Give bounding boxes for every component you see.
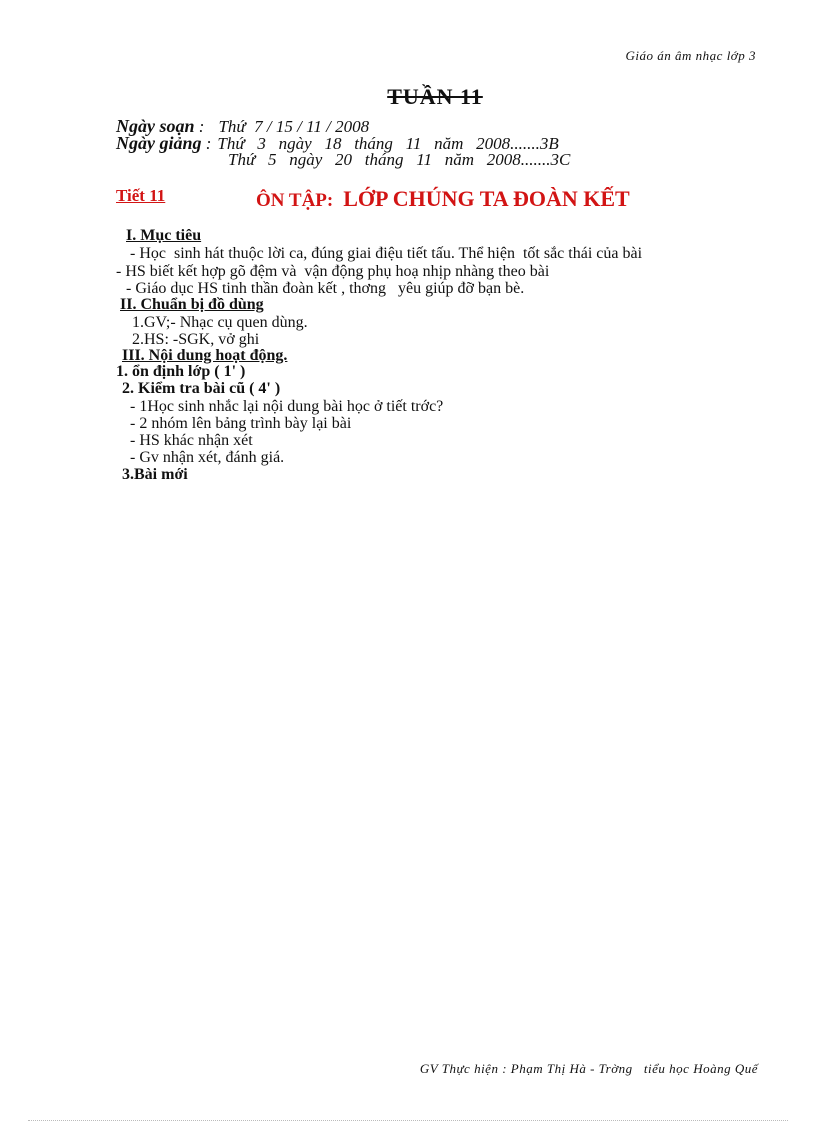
section-1-title: I. Mục tiêu [126, 227, 202, 244]
teach-date-value-1: Thứ 3 ngày 18 tháng 11 năm 2008.......3B [217, 134, 559, 153]
lesson-prefix: ÔN TẬP: [256, 190, 334, 211]
page-bottom-rule [28, 1120, 788, 1121]
lesson-title: LỚP CHÚNG TA ĐOÀN KẾT [343, 186, 630, 211]
step-3: 3.Bài mới [122, 466, 188, 483]
section-1-line-2: - HS biết kết hợp gõ đệm và vận động phụ hoạ nhịp nhàng theo bài [116, 263, 550, 280]
teach-date-value-2: Thứ 5 ngày 20 tháng 11 năm 2008.......3C [228, 150, 571, 169]
step-2-line-1: - 1Học sinh nhắc lại nội dung bài học ở tiết trớc? [130, 398, 444, 415]
step-2-line-2: - 2 nhóm lên bảng trình bày lại bài [130, 415, 352, 432]
section-1-line-3: - Giáo dục HS tinh thần đoàn kết , thơng yêu giúp đỡ bạn bè. [126, 280, 525, 297]
step-2-line-4: - Gv nhận xét, đánh giá. [130, 449, 285, 466]
lesson-title-row [256, 186, 630, 212]
section-2-title: II. Chuẩn bị đồ dùng [120, 296, 264, 313]
step-2: 2. Kiểm tra bài cũ ( 4' ) [122, 380, 281, 397]
week-title: TUẦN 11 [387, 84, 483, 109]
teach-date-sep: : [201, 134, 212, 153]
step-1: 1. ổn định lớp ( 1' ) [116, 363, 246, 380]
step-2-line-3: - HS khác nhận xét [130, 432, 253, 449]
page-header: Giáo án âm nhạc lớp 3 [625, 48, 756, 63]
teach-date-label: Ngày giảng [116, 133, 202, 153]
period-label: Tiết 11 [116, 186, 166, 205]
page-footer: GV Thực hiện : Phạm Thị Hà - Trờng tiểu học Hoàng Quế [419, 1061, 758, 1076]
prep-date-sep: : [194, 117, 205, 136]
prep-date-label: Ngày soạn [116, 116, 195, 136]
section-1-line-1: - Học sinh hát thuộc lời ca, đúng giai điệu tiết tấu. Thể hiện tốt sắc thái của bài [130, 245, 643, 262]
prep-date-value: Thứ 7 / 15 / 11 / 2008 [218, 117, 370, 136]
section-2-line-1: 1.GV;- Nhạc cụ quen dùng. [132, 314, 308, 331]
section-3-title: III. Nội dung hoạt động. [122, 347, 288, 364]
section-2-line-2: 2.HS: -SGK, vở ghi [132, 331, 260, 348]
